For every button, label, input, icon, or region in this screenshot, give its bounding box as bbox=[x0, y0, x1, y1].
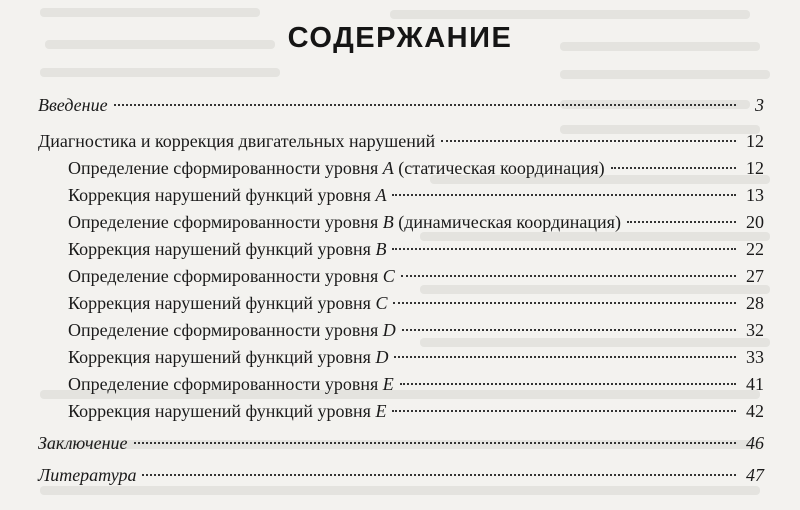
leader-dots bbox=[401, 275, 736, 277]
toc-entry-level-a-correction[interactable] bbox=[68, 184, 764, 208]
leader-dots bbox=[611, 167, 736, 169]
toc-entry-page: 22 bbox=[746, 239, 764, 259]
toc-entry-page: 13 bbox=[746, 185, 764, 205]
toc-entry-page: 12 bbox=[746, 131, 764, 151]
toc-entry-label: Определение сформированности уровня B (динамическая координация) bbox=[68, 212, 621, 232]
toc-entry-label: Определение сформированности уровня D bbox=[68, 320, 396, 340]
toc-entry-page: 46 bbox=[746, 433, 764, 453]
toc-entry-label: Коррекция нарушений функций уровня C bbox=[68, 293, 388, 313]
toc-entry-page: 12 bbox=[746, 158, 764, 178]
leader-dots bbox=[392, 248, 736, 250]
toc-entry-label: Коррекция нарушений функций уровня E bbox=[68, 401, 387, 421]
leader-dots bbox=[392, 194, 736, 196]
leader-dots bbox=[402, 329, 736, 331]
leader-dots bbox=[114, 104, 736, 106]
toc-entry-level-b-assessment[interactable] bbox=[68, 211, 764, 235]
toc-entry-level-d-correction[interactable] bbox=[68, 346, 764, 370]
toc-entry-label: Заключение bbox=[38, 433, 128, 453]
toc-entry-level-c-assessment[interactable] bbox=[68, 265, 764, 289]
toc-entry-page: 32 bbox=[746, 320, 764, 340]
toc-entry-label: Определение сформированности уровня E bbox=[68, 374, 394, 394]
leader-dots bbox=[392, 410, 736, 412]
toc-entry-level-d-assessment[interactable] bbox=[68, 319, 764, 343]
leader-dots bbox=[142, 474, 736, 476]
toc-entry-page: 42 bbox=[746, 401, 764, 421]
toc-entry-diagnostics[interactable] bbox=[38, 130, 764, 154]
leader-dots bbox=[393, 302, 736, 304]
toc-entry-label: Коррекция нарушений функций уровня B bbox=[68, 239, 387, 259]
toc-entry-label: Определение сформированности уровня A (статическая координация) bbox=[68, 158, 605, 178]
toc-entry-page: 28 bbox=[746, 293, 764, 313]
toc-entry-level-c-correction[interactable] bbox=[68, 292, 764, 316]
toc-entry-label: Коррекция нарушений функций уровня A bbox=[68, 185, 387, 205]
toc-entry-page: 33 bbox=[746, 347, 764, 367]
leader-dots bbox=[394, 356, 736, 358]
leader-dots bbox=[441, 140, 736, 142]
toc-entry-level-a-assessment[interactable] bbox=[68, 157, 764, 181]
toc-entry-label: Введение bbox=[38, 95, 108, 115]
leader-dots bbox=[627, 221, 736, 223]
toc-entry-page: 20 bbox=[746, 212, 764, 232]
toc-entry-page: 41 bbox=[746, 374, 764, 394]
toc-entry-label: Коррекция нарушений функций уровня D bbox=[68, 347, 389, 367]
toc-entry-introduction[interactable] bbox=[38, 94, 764, 118]
toc-entry-page: 27 bbox=[746, 266, 764, 286]
toc-entry-label: Литература bbox=[38, 465, 137, 485]
toc-entry-conclusion[interactable] bbox=[38, 432, 764, 456]
leader-dots bbox=[134, 442, 737, 444]
toc-entry-level-e-correction[interactable] bbox=[68, 400, 764, 424]
toc-entry-label: Диагностика и коррекция двигательных нарушений bbox=[38, 131, 436, 151]
toc-entry-label: Определение сформированности уровня C bbox=[68, 266, 395, 286]
toc-entry-page: 3 bbox=[755, 95, 764, 115]
leader-dots bbox=[400, 383, 736, 385]
toc-entry-page: 47 bbox=[746, 465, 764, 485]
toc-entry-references[interactable] bbox=[38, 464, 764, 488]
page-title: СОДЕРЖАНИЕ bbox=[287, 22, 513, 54]
toc-entry-level-e-assessment[interactable] bbox=[68, 373, 764, 397]
toc-entry-level-b-correction[interactable] bbox=[68, 238, 764, 262]
